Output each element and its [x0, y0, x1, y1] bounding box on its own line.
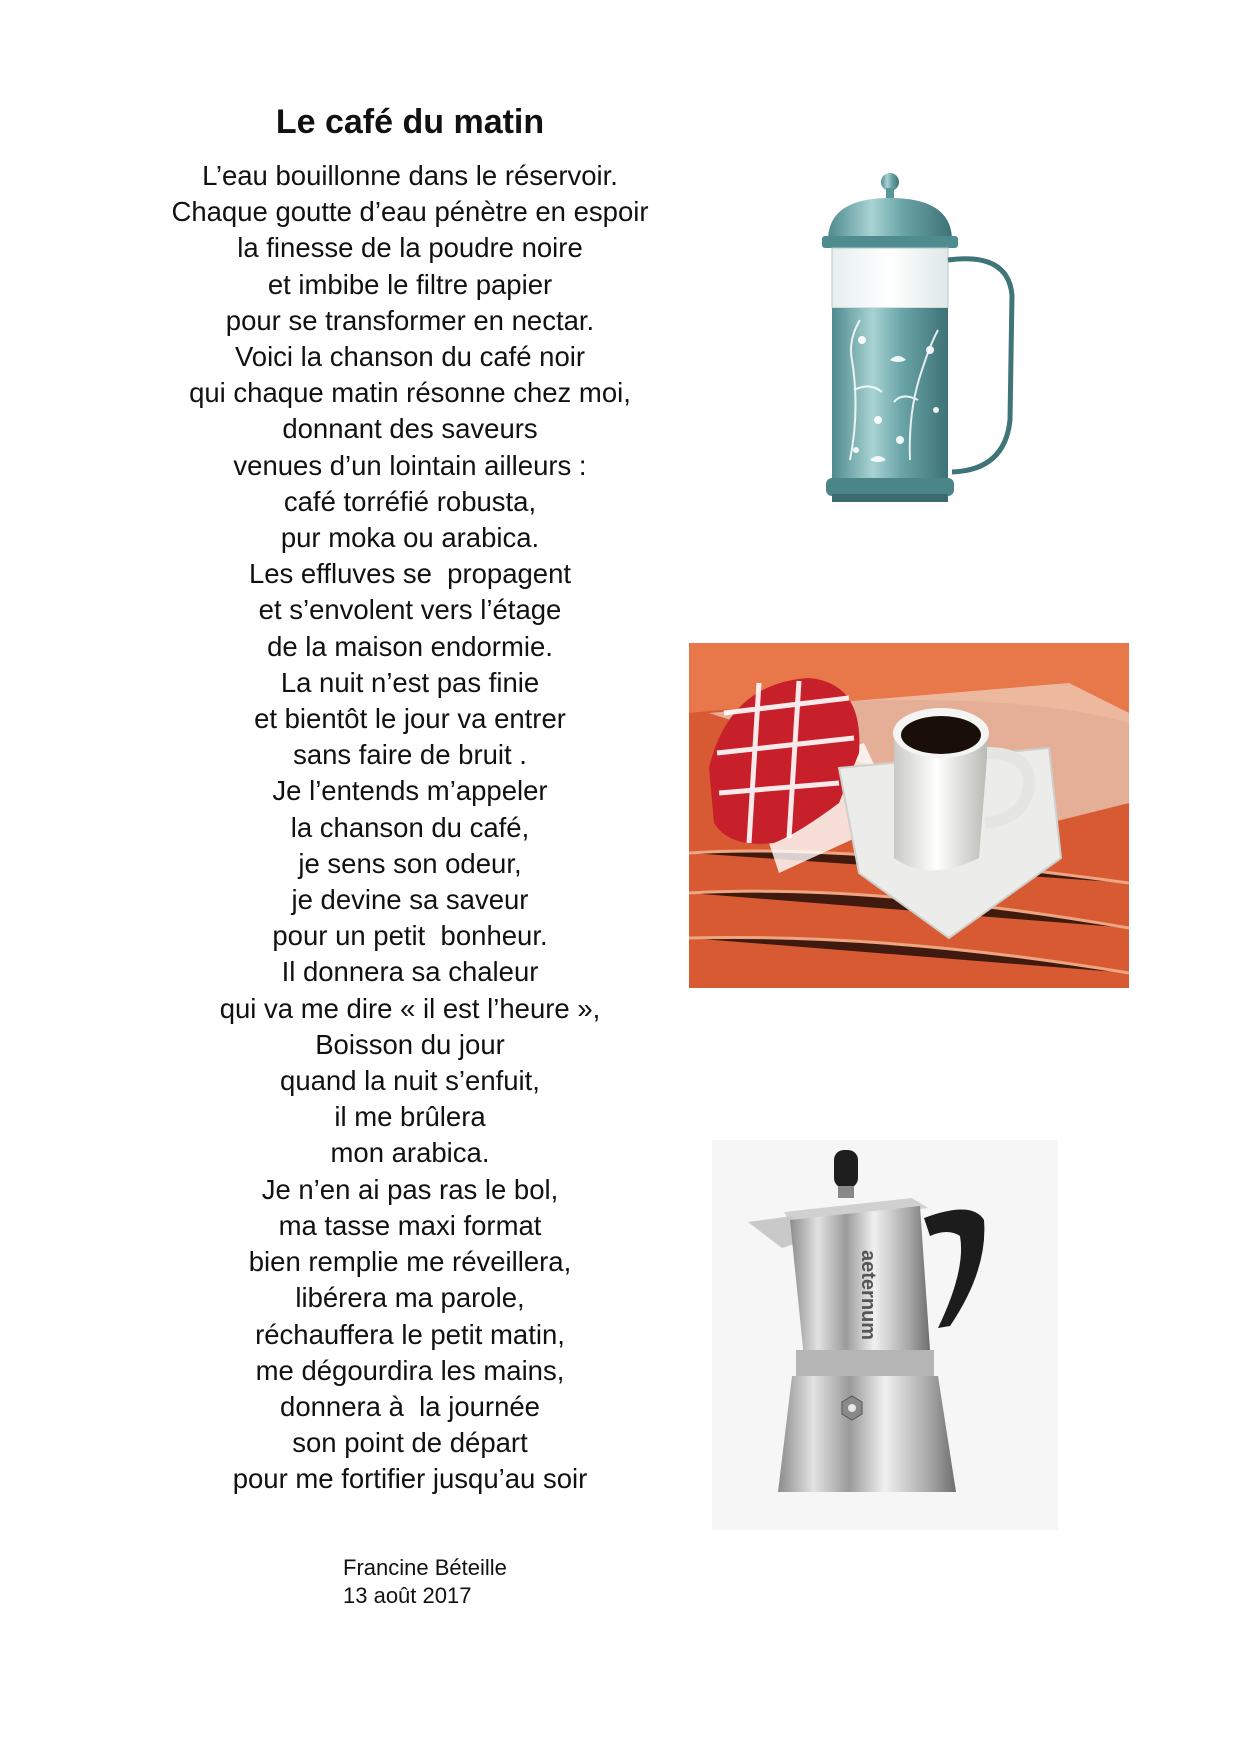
- poem-line: Il donnera sa chaleur: [281, 956, 539, 988]
- poem-line: L’eau bouillonne dans le réservoir.: [202, 160, 618, 191]
- poem-line: pour un petit bonheur.: [272, 920, 548, 952]
- poem-line: je devine sa saveur: [291, 884, 529, 916]
- poem-body: [110, 158, 710, 1498]
- moka-pot-brand: aeternum: [857, 1250, 879, 1341]
- poem-line: je sens son odeur,: [298, 847, 522, 879]
- poem-line: la finesse de la poudre noire: [237, 232, 583, 264]
- poem-line: mon arabica.: [330, 1137, 490, 1169]
- poem-line: Voici la chanson du café noir: [234, 341, 586, 373]
- poem-title: Le café du matin: [275, 102, 545, 141]
- poem-line: donnera à la journée: [280, 1390, 540, 1422]
- poem-line: et bientôt le jour va entrer: [254, 703, 566, 735]
- french-press-image: [790, 160, 1030, 560]
- poem-line: ma tasse maxi format: [278, 1209, 542, 1241]
- poem-line: donnant des saveurs: [282, 413, 538, 445]
- coffee-cup-photo: [689, 643, 1129, 988]
- poem-line: La nuit n’est pas finie: [280, 666, 540, 698]
- poem-line: bien remplie me réveillera,: [248, 1246, 572, 1278]
- poem-line: pour se transformer en nectar.: [225, 304, 595, 336]
- poem-line: et imbibe le filtre papier: [267, 268, 553, 300]
- poem-line: Je n’en ai pas ras le bol,: [261, 1173, 559, 1205]
- signature: [343, 1554, 507, 1610]
- poem-line: pur moka ou arabica.: [280, 522, 540, 554]
- poem-date: 13 août 2017: [343, 1583, 472, 1608]
- poem-line: quand la nuit s’enfuit,: [280, 1065, 540, 1097]
- poem-line: réchauffera le petit matin,: [255, 1318, 565, 1350]
- moka-pot-image: [712, 1140, 1058, 1530]
- poem-line: de la maison endormie.: [267, 630, 553, 662]
- poem-line: café torréfié robusta,: [283, 485, 537, 517]
- poem-line: me dégourdira les mains,: [255, 1354, 565, 1386]
- poem-line: Les effluves se propagent: [248, 558, 572, 590]
- poem-line: pour me fortifier jusqu’au soir: [232, 1463, 588, 1495]
- poem-line: Chaque goutte d’eau pénètre en espoir: [171, 196, 649, 228]
- author-name: Francine Béteille: [343, 1555, 507, 1580]
- poem-line: libérera ma parole,: [295, 1282, 525, 1314]
- poem-line: Boisson du jour: [315, 1028, 505, 1060]
- poem-line: sans faire de bruit .: [293, 739, 527, 771]
- poem-line: qui va me dire « il est l’heure »,: [219, 992, 601, 1024]
- poem-line: il me brûlera: [334, 1101, 486, 1133]
- poem-line: Je l’entends m’appeler: [272, 775, 548, 807]
- poem-line: son point de départ: [292, 1427, 528, 1459]
- poem-line: venues d’un lointain ailleurs :: [233, 449, 587, 481]
- poem-line: et s’envolent vers l’étage: [258, 594, 562, 626]
- poem-line: la chanson du café,: [290, 811, 530, 843]
- poem-line: qui chaque matin résonne chez moi,: [189, 377, 631, 409]
